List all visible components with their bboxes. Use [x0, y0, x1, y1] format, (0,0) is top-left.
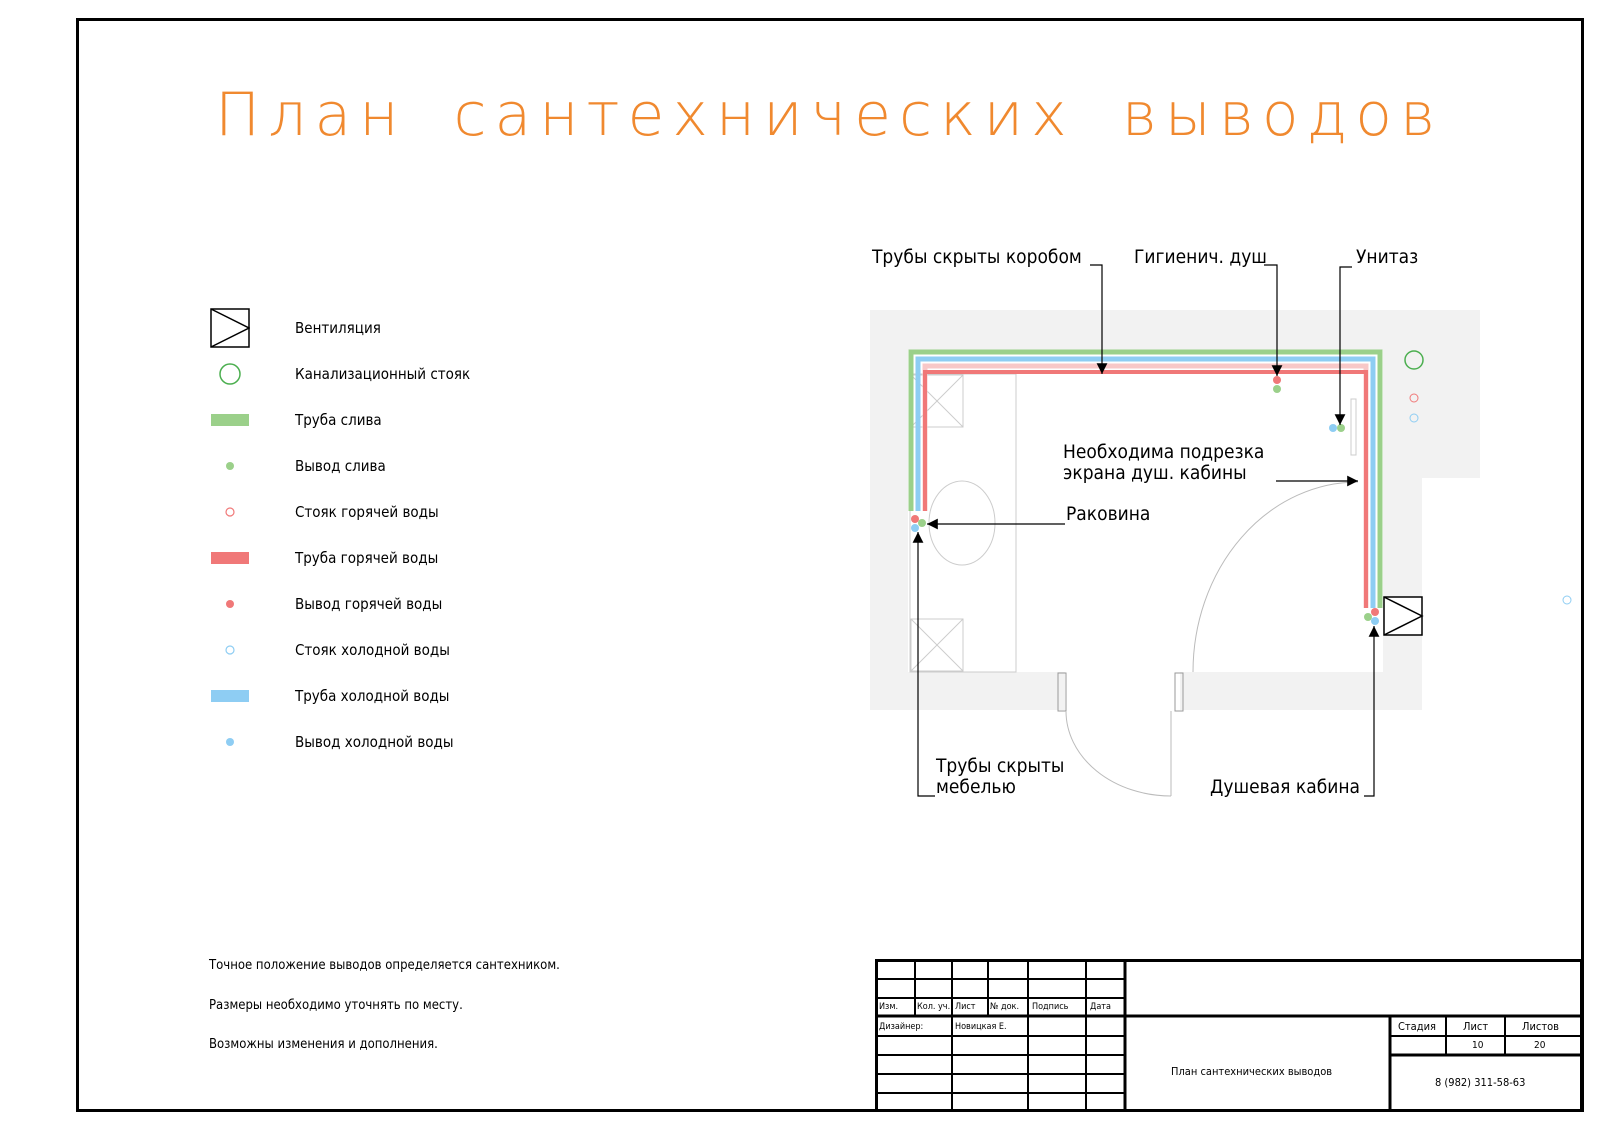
- legend-label: Труба горячей воды: [295, 549, 439, 567]
- tb-header-count: Кол. уч.: [917, 1002, 951, 1012]
- tb-header-doc: № док.: [990, 1002, 1020, 1012]
- legend-label: Стояк горячей воды: [295, 503, 439, 521]
- page-title: План сантехнических выводов: [215, 80, 1444, 150]
- legend-label: Канализационный стояк: [295, 365, 471, 383]
- tb-stage-label: Стадия: [1398, 1020, 1436, 1033]
- tb-designer-name: Новицкая Е.: [955, 1022, 1007, 1032]
- callout-pipes-box: Трубы скрыты коробом: [872, 246, 1082, 268]
- ventilation-icon: [1384, 597, 1422, 635]
- tb-designer-label: Дизайнер:: [879, 1022, 924, 1032]
- note-line: Точное положение выводов определяется сантехником.: [209, 958, 560, 973]
- note-line: Возможны изменения и дополнения.: [209, 1037, 438, 1052]
- legend-label: Вывод слива: [295, 457, 386, 475]
- legend-label: Труба слива: [295, 411, 382, 429]
- tb-sheet-label: Лист: [1463, 1020, 1489, 1033]
- callout-pipes-furniture-1: Трубы скрыты: [936, 755, 1065, 777]
- tb-sheets-label: Листов: [1522, 1020, 1559, 1033]
- title-block: [875, 959, 1583, 1112]
- tb-header-change: Изм.: [879, 1002, 899, 1012]
- callout-toilet: Унитаз: [1356, 246, 1419, 268]
- cold-riser-outside: [1563, 596, 1571, 604]
- callout-pipes-furniture-2: мебелью: [936, 776, 1016, 798]
- note-line: Размеры необходимо уточнять по месту.: [209, 998, 463, 1013]
- callout-hygienic-shower: Гигиенич. душ: [1134, 246, 1267, 268]
- legend-label: Вывод холодной воды: [295, 733, 454, 751]
- door-opening-left: [1065, 671, 1180, 711]
- callout-screen-cut-1: Необходима подрезка: [1063, 441, 1265, 463]
- title-block-grid: [875, 959, 1583, 1112]
- entrance-door-swing: [1066, 711, 1171, 796]
- legend-label: Вентиляция: [295, 319, 381, 337]
- legend-label: Труба холодной воды: [295, 687, 450, 705]
- callout-shower-cabin: Душевая кабина: [1210, 776, 1360, 798]
- shower-screen: [1351, 399, 1356, 455]
- tb-sheets-value: 20: [1534, 1040, 1546, 1051]
- callout-sink: Раковина: [1066, 503, 1151, 525]
- legend-label: Стояк холодной воды: [295, 641, 450, 659]
- tb-drawing-name: План сантехнических выводов: [1171, 1065, 1333, 1078]
- legend-label: Вывод горячей воды: [295, 595, 443, 613]
- callout-screen-cut-2: экрана душ. кабины: [1063, 462, 1247, 484]
- tb-phone: 8 (982) 311-58-63: [1435, 1076, 1526, 1089]
- tb-header-signature: Подпись: [1032, 1002, 1069, 1012]
- tb-header-sheet: Лист: [955, 1002, 976, 1012]
- tb-sheet-value: 10: [1472, 1040, 1484, 1051]
- tb-header-date: Дата: [1090, 1002, 1111, 1012]
